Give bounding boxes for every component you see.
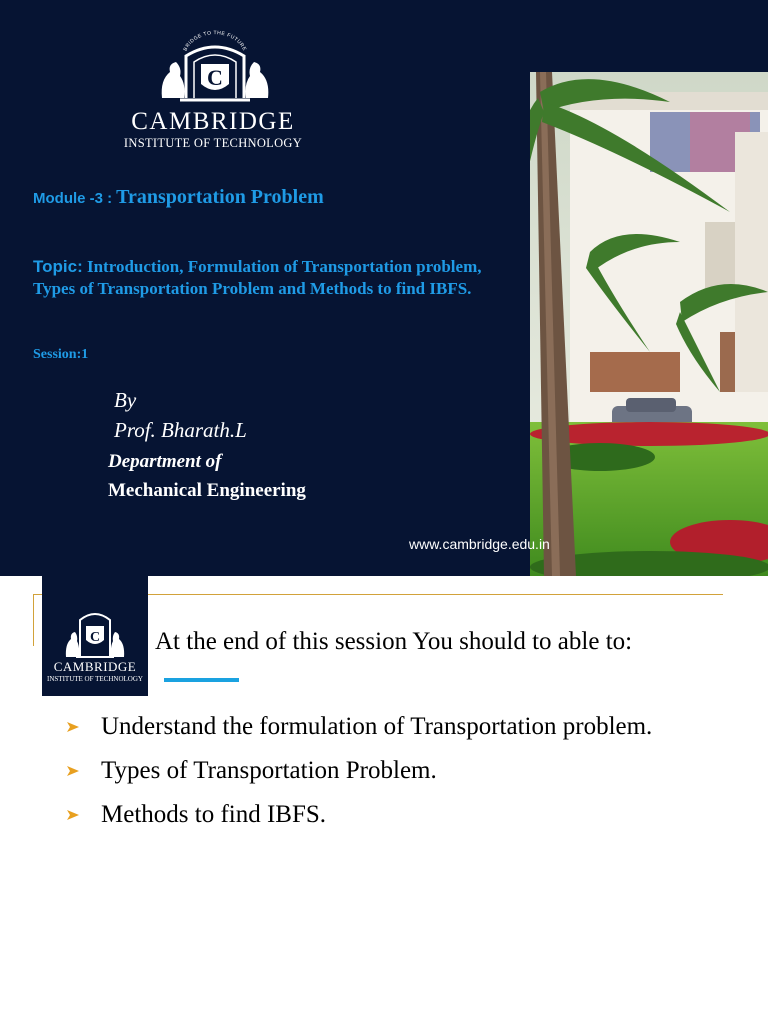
topic-text: Introduction, Formulation of Transportation problem, Types of Transportation Problem and Methods to find IBFS. (33, 257, 482, 298)
module-line (33, 186, 324, 209)
department-name: Mechanical Engineering (108, 480, 306, 501)
logo-badge (42, 576, 148, 696)
topic-label: Topic: (33, 257, 83, 276)
topic-block (33, 256, 523, 300)
brand-subtitle: INSTITUTE OF TECHNOLOGY (123, 136, 303, 150)
cambridge-crest-small-icon (42, 606, 148, 661)
brand-name: CAMBRIDGE (131, 108, 295, 135)
arrowhead-bullet-icon (66, 720, 80, 734)
session-label: Session:1 (33, 347, 89, 362)
module-title: Transportation Problem (116, 186, 324, 208)
svg-text:C: C (89, 630, 101, 645)
arrowhead-bullet-icon (66, 764, 80, 778)
list-item-text: Understand the formulation of Transportation problem. (101, 713, 653, 740)
website-link[interactable]: www.cambridge.edu.in (409, 536, 550, 552)
objectives-heading: At the end of this session You should to able to: (155, 628, 633, 655)
badge-brand-name: CAMBRIDGE (53, 659, 137, 674)
badge-brand-subtitle: INSTITUTE OF TECHNOLOGY (47, 675, 143, 683)
campus-photo (530, 72, 768, 576)
svg-text:C: C (207, 65, 223, 90)
department-label: Department of (108, 451, 222, 472)
list-item-text: Methods to find IBFS. (101, 801, 327, 828)
svg-text:BRIDGE TO THE FUTURE: BRIDGE TO THE FUTURE (182, 30, 248, 53)
frame-left-line (33, 594, 34, 646)
heading-accent-bar (164, 678, 239, 682)
objectives-slide (0, 576, 768, 1024)
module-label: Module -3 : (33, 190, 113, 207)
by-label: By (114, 388, 137, 412)
arrowhead-bullet-icon (66, 808, 80, 822)
author-name: Prof. Bharath.L (114, 418, 247, 442)
list-item-text: Types of Transportation Problem. (101, 757, 437, 784)
